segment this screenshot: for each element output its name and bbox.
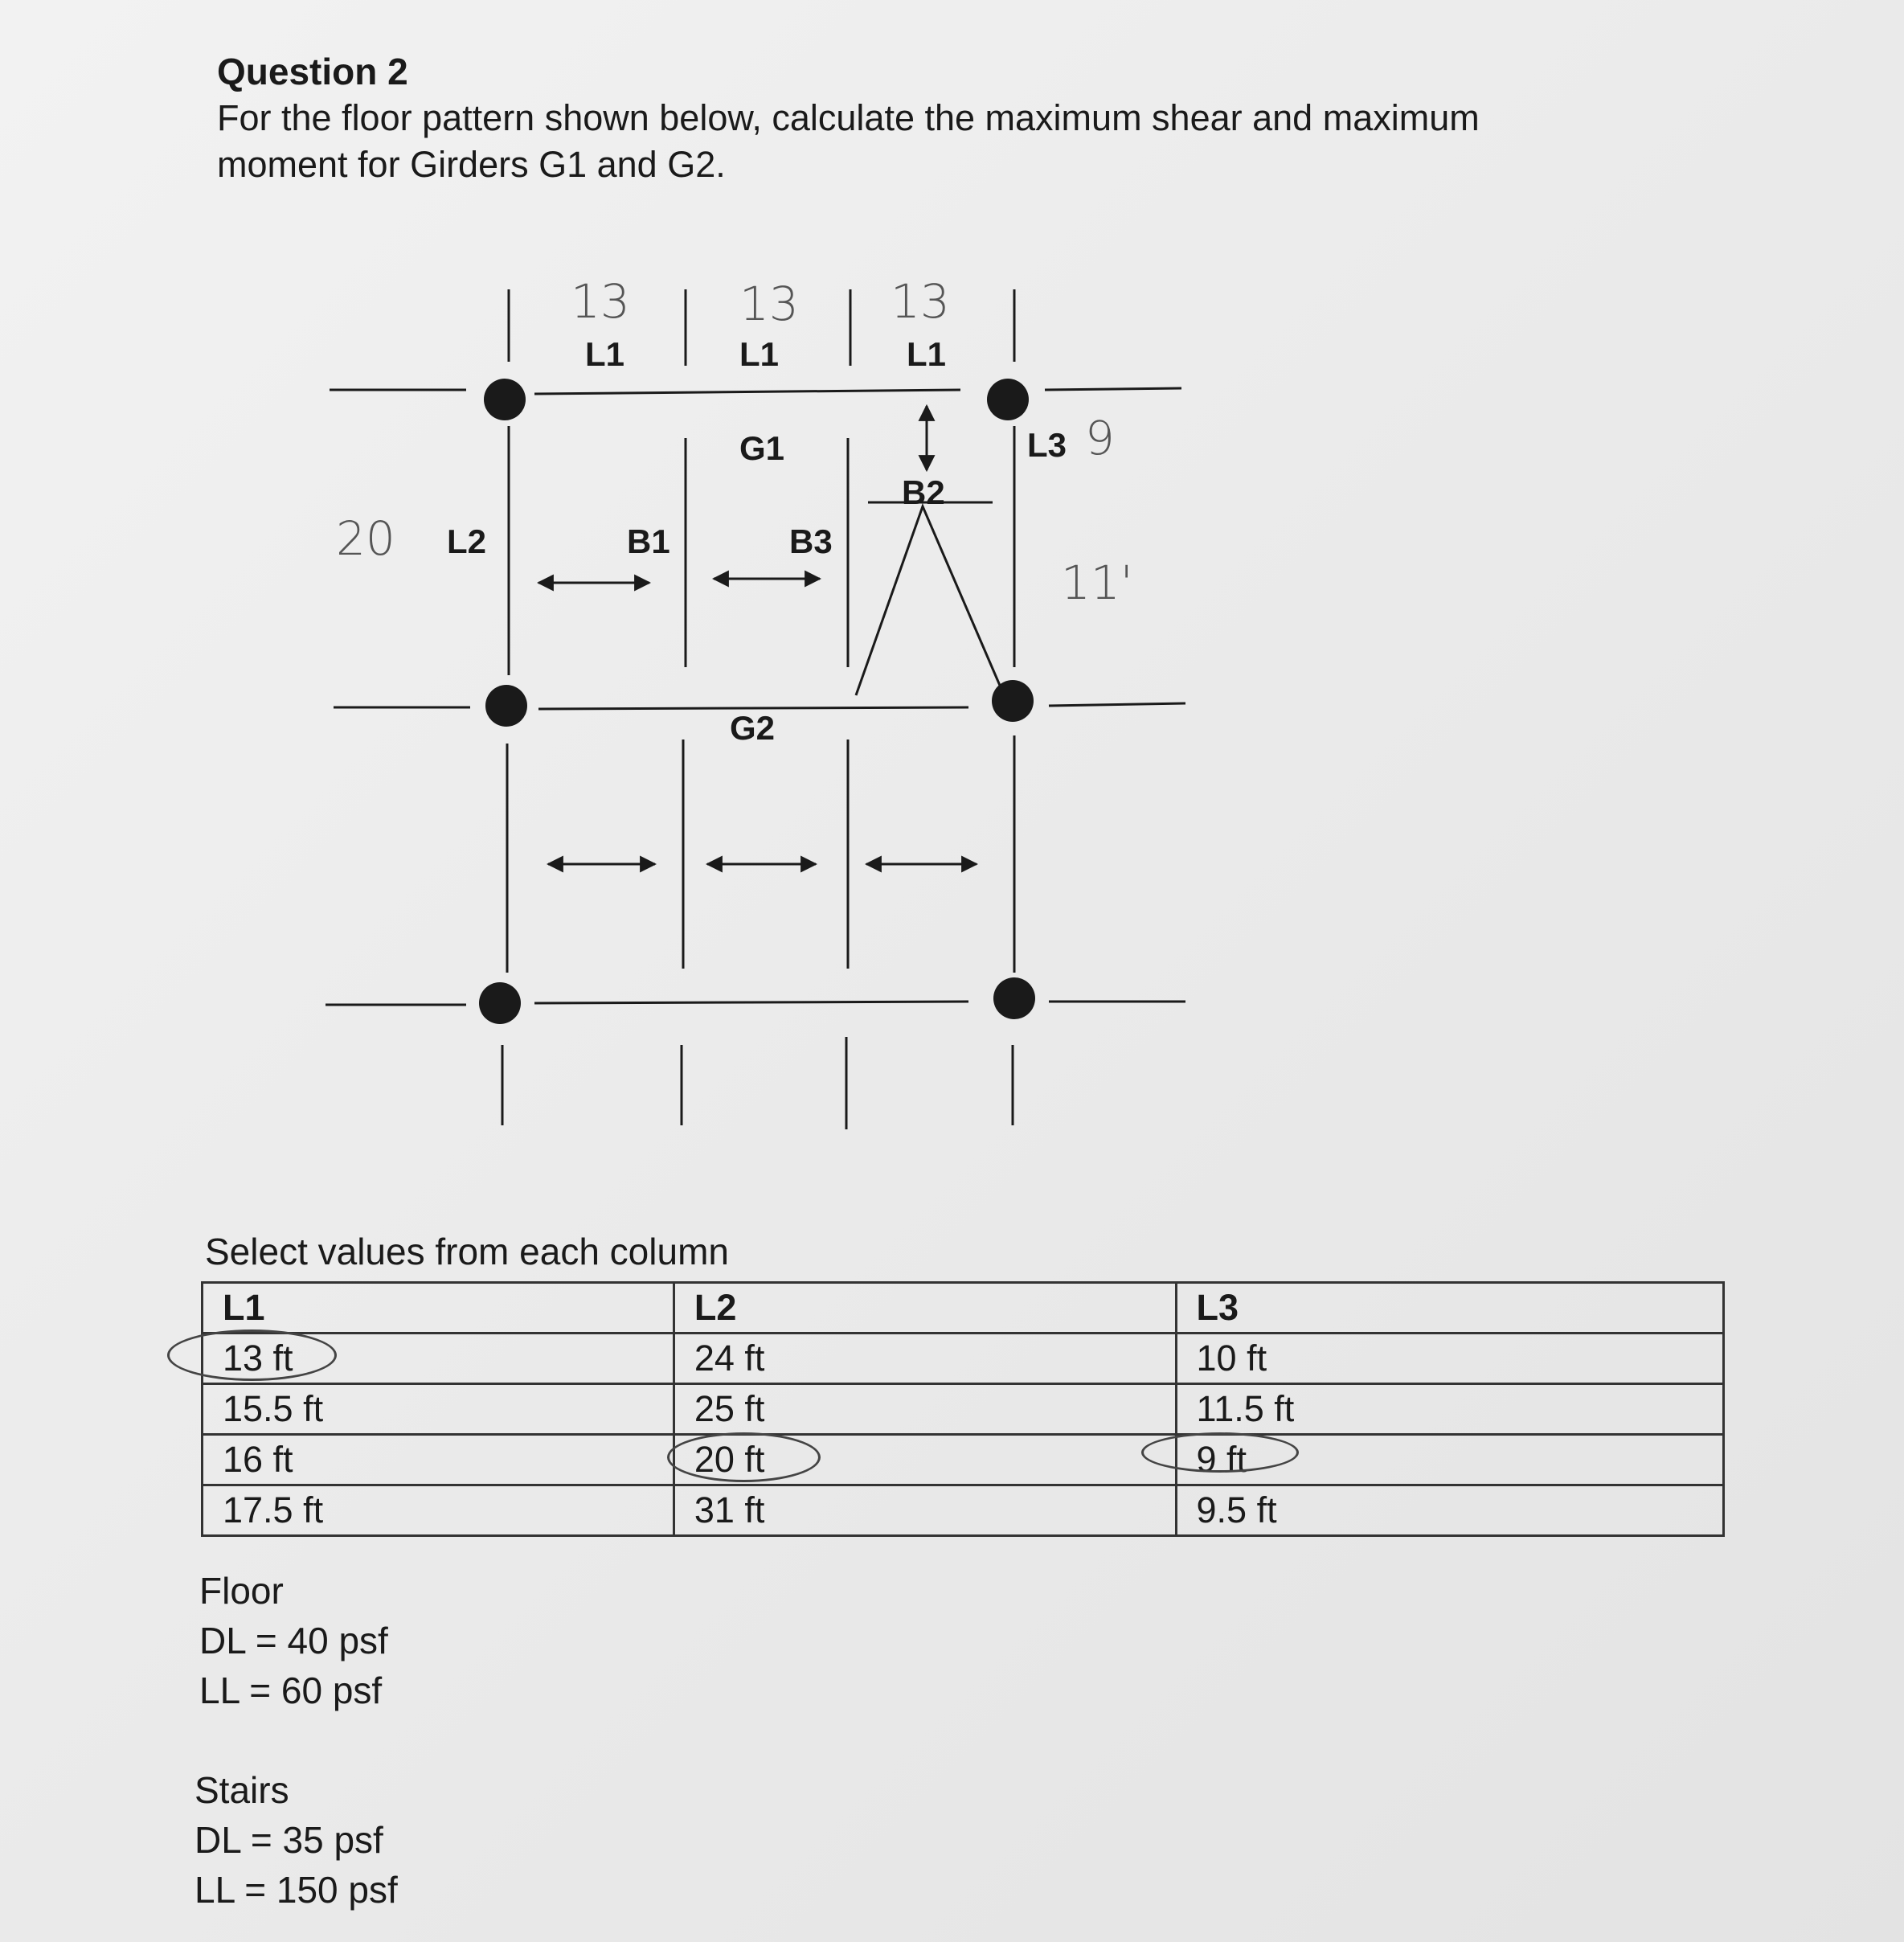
table-cell: 24 ft: [674, 1334, 1176, 1384]
table-cell: 17.5 ft: [203, 1485, 674, 1536]
column-header-l1: L1: [203, 1283, 674, 1334]
handwritten-11: 11': [1061, 555, 1133, 610]
question-title: Question 2: [217, 51, 408, 92]
girder-lines: [326, 388, 1185, 1005]
handwritten-13-a: 13: [571, 274, 630, 329]
top-label-l1-c: L1: [907, 335, 947, 373]
span-label-l2: L2: [447, 522, 487, 560]
question-line-2: moment for Girders G1 and G2.: [217, 144, 726, 185]
beam-label-b1: B1: [627, 522, 670, 560]
stairs-dead-load: DL = 35 psf: [194, 1819, 383, 1861]
stair-outline: [856, 502, 1001, 695]
table-cell: 10 ft: [1176, 1334, 1723, 1384]
beam-label-b2: B2: [902, 473, 945, 511]
handwritten-20: 20: [336, 511, 395, 566]
handwritten-13-c: 13: [891, 274, 950, 329]
table-row: [203, 1435, 1724, 1485]
top-label-l1-a: L1: [585, 335, 625, 373]
table-cell: 9.5 ft: [1176, 1485, 1723, 1536]
table-cell: 11.5 ft: [1176, 1384, 1723, 1435]
table-cell: 15.5 ft: [203, 1384, 674, 1435]
floor-heading: Floor: [199, 1570, 284, 1612]
table-cell: [1176, 1435, 1723, 1485]
floor-live-load: LL = 60 psf: [199, 1670, 383, 1711]
table-row: [203, 1485, 1724, 1536]
floor-dead-load: DL = 40 psf: [199, 1620, 388, 1661]
table-cell: 31 ft: [674, 1485, 1176, 1536]
cell-text: 13 ft: [223, 1338, 293, 1379]
cell-text: 20 ft: [694, 1439, 765, 1480]
table-cell: [203, 1334, 674, 1384]
table-cell: [674, 1435, 1176, 1485]
table-row: [203, 1384, 1724, 1435]
table-row: [203, 1334, 1724, 1384]
question-line-1: For the floor pattern shown below, calculate the maximum shear and maximum: [217, 97, 1480, 138]
stairs-live-load: LL = 150 psf: [194, 1869, 398, 1911]
table-header-row: [203, 1283, 1724, 1334]
handwritten-13-b: 13: [739, 277, 799, 331]
girder-label-g2: G2: [730, 709, 776, 747]
values-table: [201, 1281, 1725, 1537]
table-caption: Select values from each column: [205, 1231, 729, 1272]
girder-label-g1: G1: [739, 429, 785, 467]
column-header-l3: L3: [1176, 1283, 1723, 1334]
beam-label-b3: B3: [789, 522, 833, 560]
column-header-l2: L2: [674, 1283, 1176, 1334]
handwritten-9: 9: [1085, 411, 1115, 465]
floor-loads: [199, 1566, 388, 1715]
stairs-loads: [194, 1765, 398, 1915]
span-label-l3: L3: [1027, 426, 1067, 464]
column-dots: [479, 379, 1035, 1024]
top-label-l1-b: L1: [739, 335, 780, 373]
cell-text: 9 ft: [1196, 1439, 1247, 1480]
table-cell: 25 ft: [674, 1384, 1176, 1435]
table-cell: 16 ft: [203, 1435, 674, 1485]
stairs-heading: Stairs: [194, 1769, 289, 1811]
